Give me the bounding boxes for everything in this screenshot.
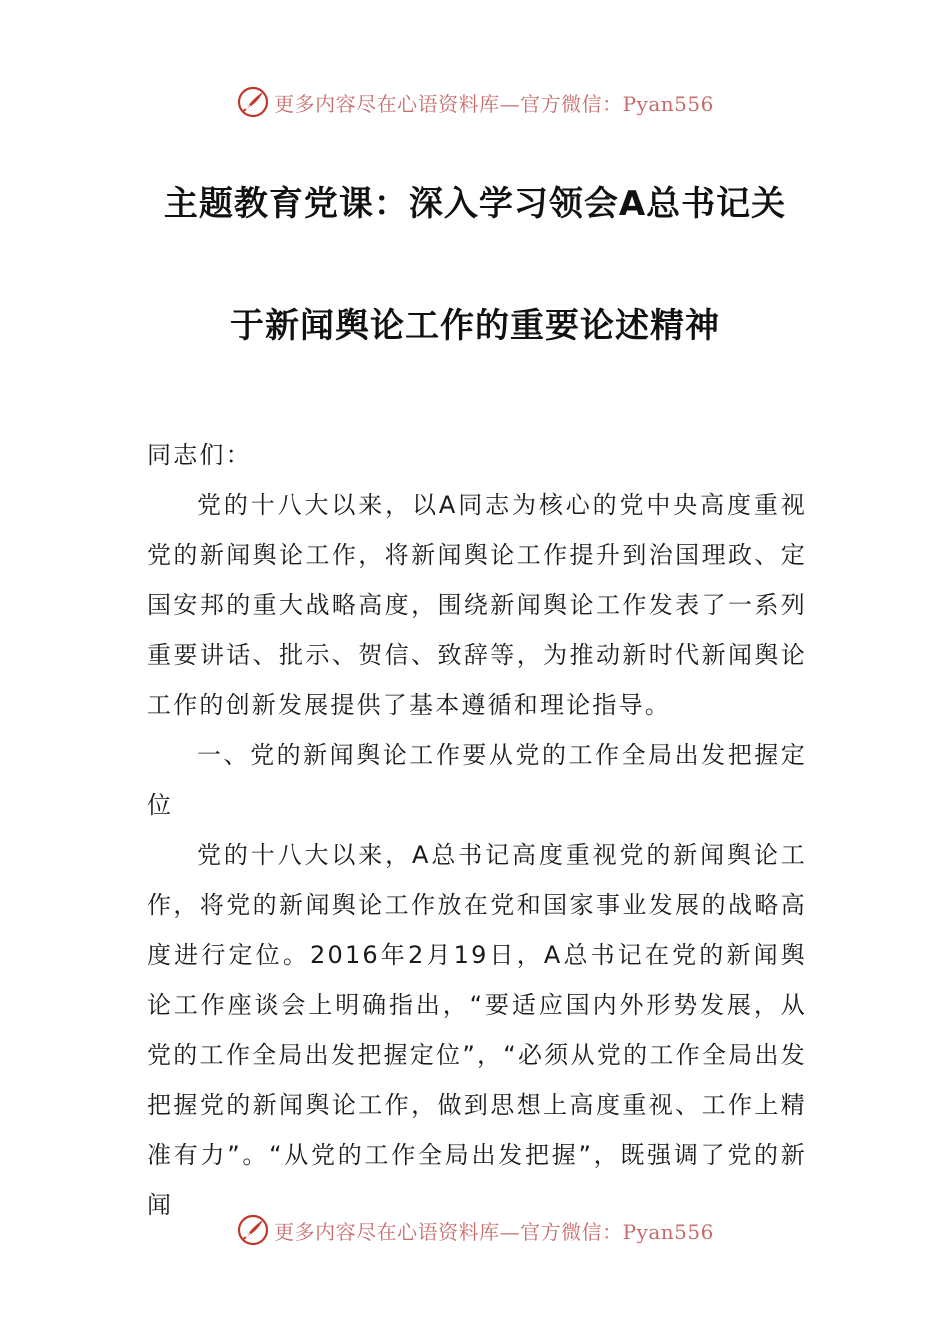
document-title-line-2: 于新闻舆论工作的重要论述精神 xyxy=(230,306,720,346)
document-body xyxy=(147,430,807,1230)
salutation: 同志们： xyxy=(147,441,252,469)
body-paragraph: 党的十八大以来，A总书记高度重视党的新闻舆论工作，将党的新闻舆论工作放在党和国家事业发展的战略高度进行定位。2016年2月19日，A总书记在党的新闻舆论工作座谈会上明确指出，“要适应国内外形势发展，从党的工作全局出发把握定位”，“必须从党的工作全局出发把握党的新闻舆论工作，做到思想上高度重视、工作上精准有力”。“从党的工作全局出发把握”，既强调了党的新闻 xyxy=(147,841,807,1219)
header-watermark xyxy=(0,82,950,122)
document-title-line-1: 主题教育党课：深入学习领会A总书记关 xyxy=(163,184,787,224)
quill-logo-icon xyxy=(236,85,270,119)
watermark-text: 更多内容尽在心语资料库—官方微信：Pyan556 xyxy=(274,1219,714,1244)
watermark-text: 更多内容尽在心语资料库—官方微信：Pyan556 xyxy=(274,91,714,116)
quill-logo-icon xyxy=(236,1213,270,1247)
body-paragraph: 党的十八大以来，以A同志为核心的党中央高度重视党的新闻舆论工作，将新闻舆论工作提升到治国理政、定国安邦的重大战略高度，围绕新闻舆论工作发表了一系列重要讲话、批示、贺信、致辞等，为推动新时代新闻舆论工作的创新发展提供了基本遵循和理论指导。 xyxy=(147,491,807,719)
footer-watermark xyxy=(0,1210,950,1250)
section-heading: 一、党的新闻舆论工作要从党的工作全局出发把握定位 xyxy=(147,741,807,819)
